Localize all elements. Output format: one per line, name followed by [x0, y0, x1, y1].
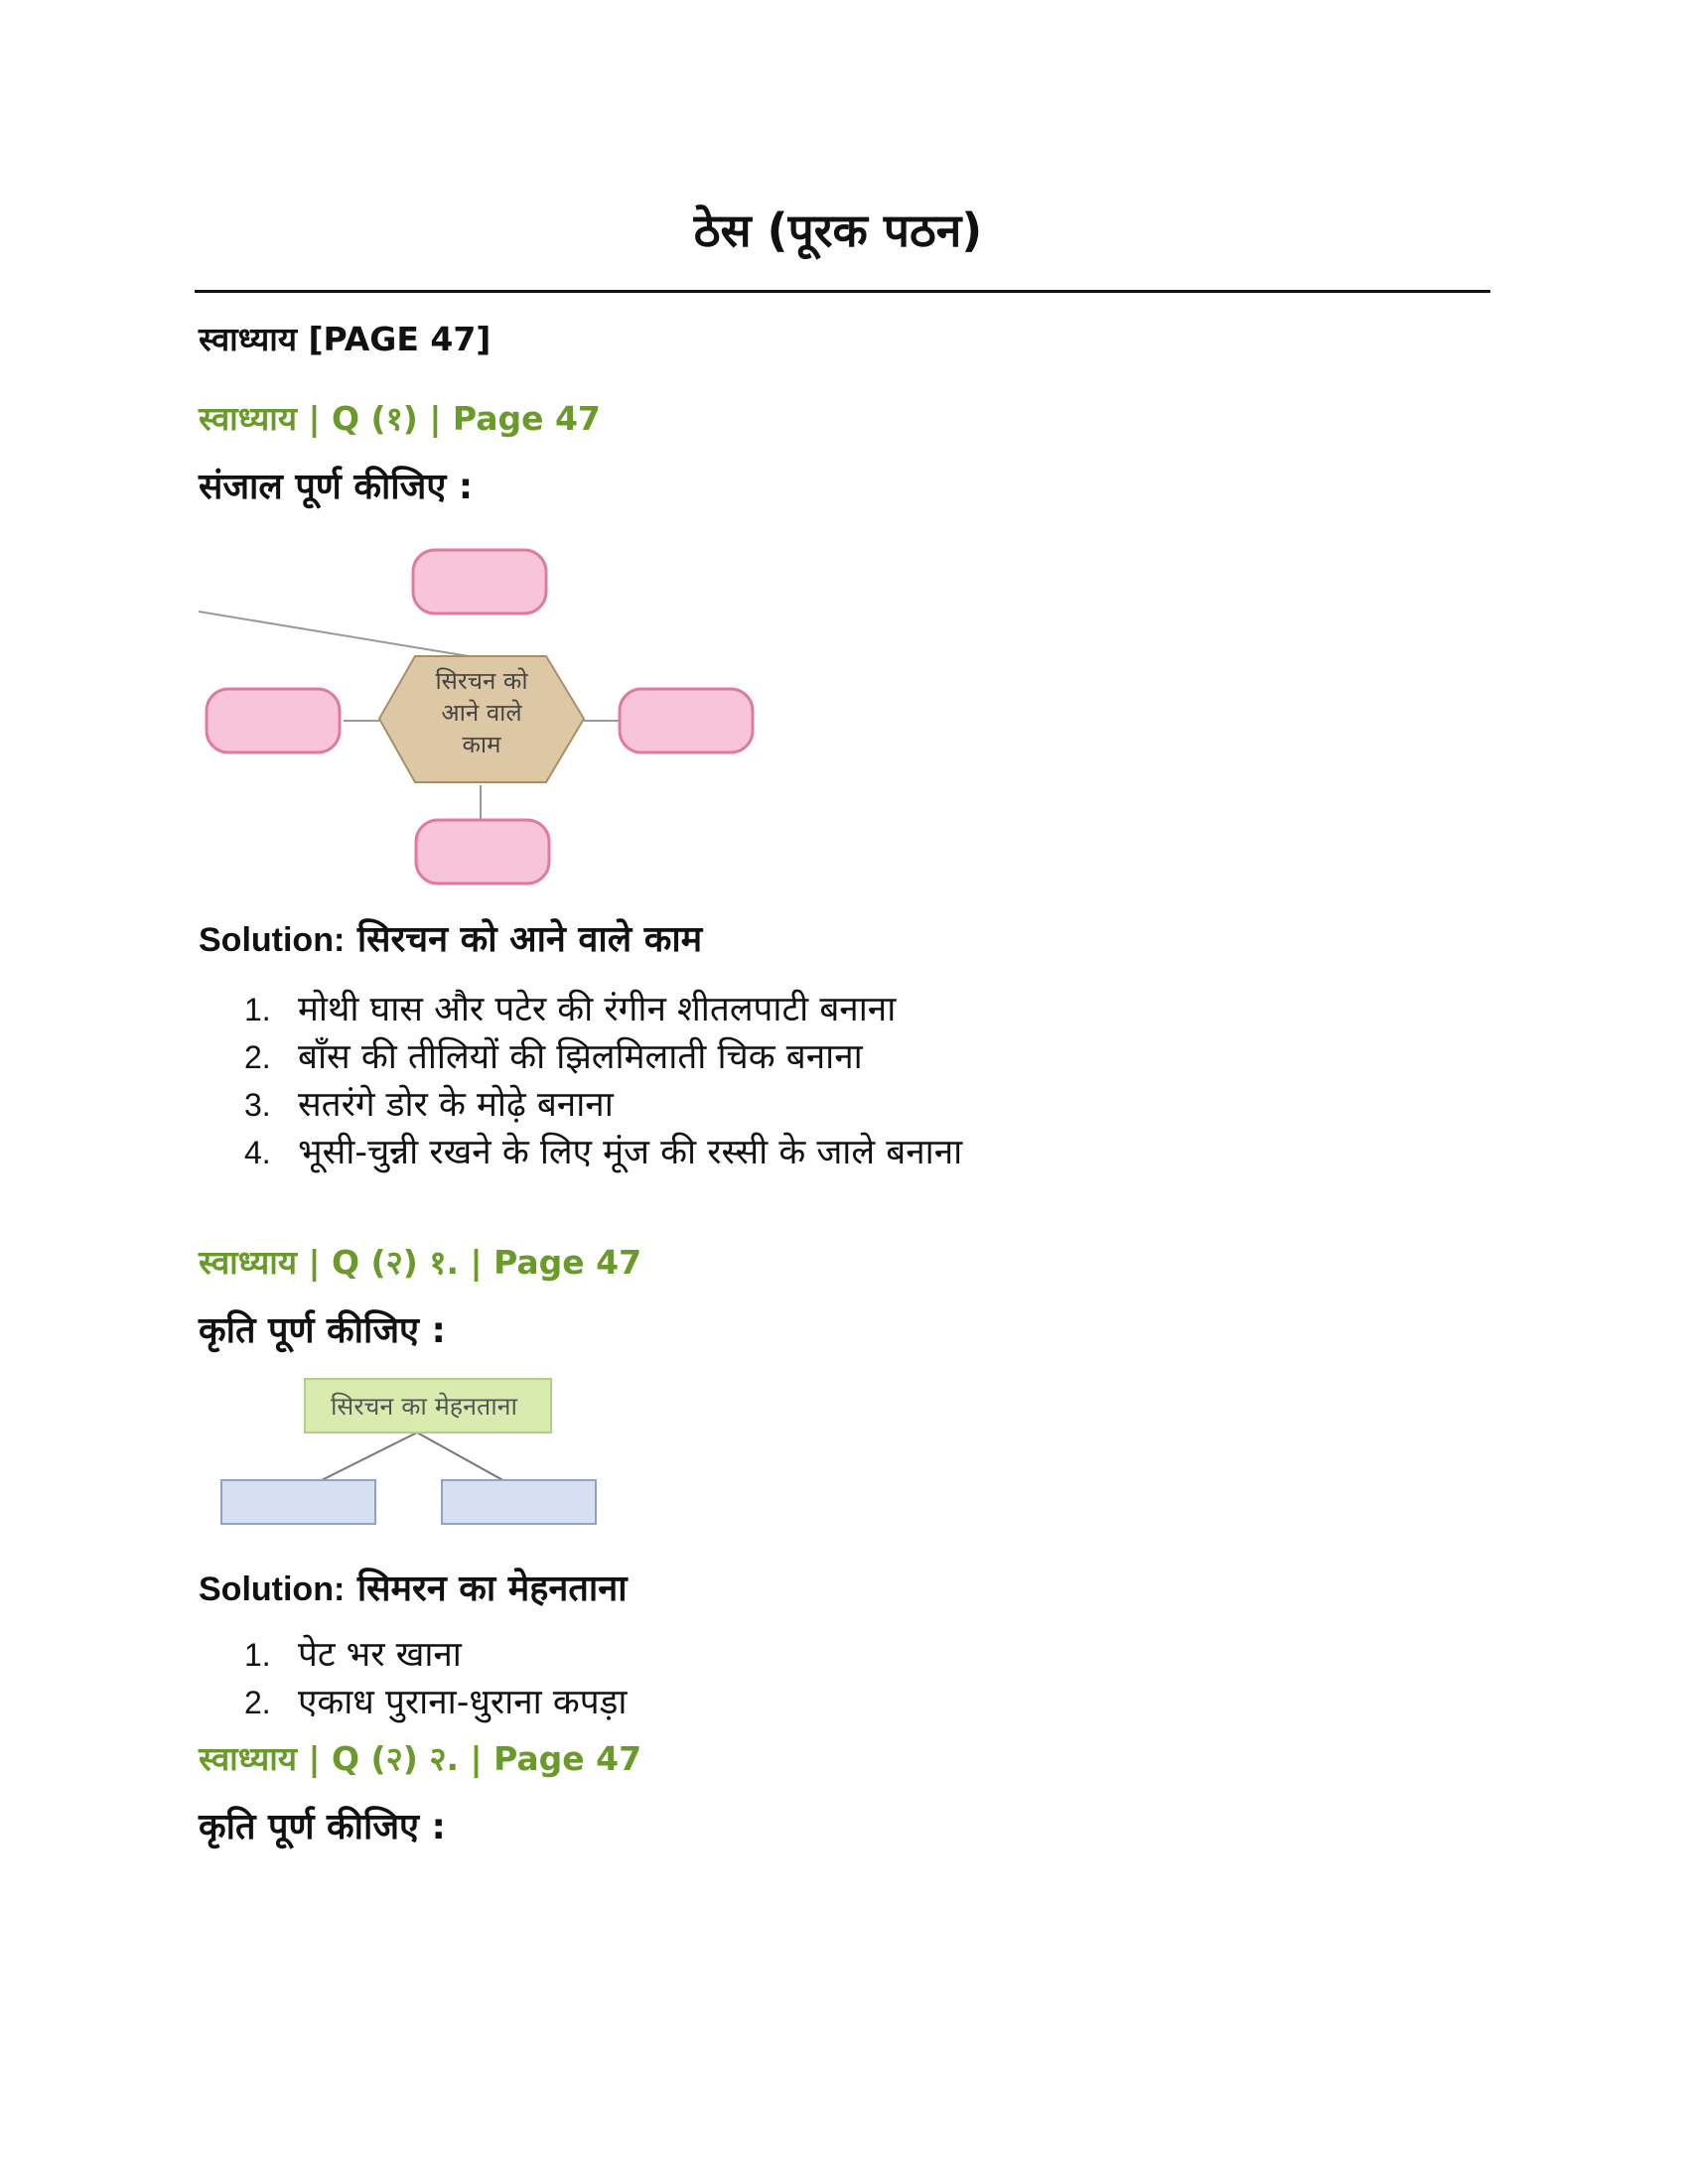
q2b-instruction: कृति पूर्ण कीजिए :: [199, 1807, 446, 1847]
left-blank-box: [221, 1480, 375, 1524]
list-item: 2. बाँस की तीलियों की झिलमिलाती चिक बनाना: [244, 1037, 863, 1077]
top-label: सिरचन का मेहनताना: [330, 1392, 518, 1421]
q2a-instruction: कृति पूर्ण कीजिए :: [199, 1310, 446, 1351]
center-line-1: सिरचन को: [435, 667, 528, 695]
top-blank-box: [413, 550, 546, 614]
q2a-heading: स्वाध्याय | Q (२) १. | Page 47: [199, 1243, 642, 1282]
q2a-solution: [199, 1563, 628, 1611]
solution-title: सिमरन का मेहनताना: [356, 1569, 628, 1609]
list-item: 4. भूसी-चुन्नी रखने के लिए मूंज की रस्सी के जाले बनाना: [244, 1133, 963, 1172]
right-blank-box: [620, 689, 753, 752]
list-item: 1. मोथी घास और पटेर की रंगीन शीतलपाटी बनाना: [244, 990, 897, 1029]
list-item: 1. पेट भर खाना: [244, 1635, 462, 1675]
solution-label: Solution:: [199, 1570, 346, 1608]
page-title: ठेस (पूरक पठन): [693, 204, 983, 257]
solution-title: सिरचन को आने वाले काम: [356, 919, 703, 960]
title-divider: [195, 290, 1490, 293]
center-line-2: आने वाले: [441, 699, 522, 727]
q1-heading: स्वाध्याय | Q (१) | Page 47: [199, 399, 601, 438]
list-item: 3. सतरंगे डोर के मोढ़े बनाना: [244, 1085, 614, 1125]
q1-instruction: संजाल पूर्ण कीजिए :: [199, 467, 474, 507]
q1-web-diagram: [199, 544, 774, 891]
q1-answer-list: [244, 986, 962, 1176]
q2a-answer-list: [244, 1631, 627, 1726]
center-line-3: काम: [462, 731, 501, 758]
section-heading: स्वाध्याय [PAGE 47]: [199, 320, 492, 358]
q1-solution: [199, 913, 702, 962]
bottom-blank-box: [416, 820, 549, 884]
left-blank-box: [207, 689, 340, 752]
solution-label: Solution:: [199, 921, 346, 959]
right-blank-box: [442, 1480, 596, 1524]
list-item: 2. एकाध पुराना-धुराना कपड़ा: [244, 1683, 628, 1722]
q2b-heading: स्वाध्याय | Q (२) २. | Page 47: [199, 1739, 642, 1778]
q2a-tree-diagram: [213, 1375, 611, 1534]
